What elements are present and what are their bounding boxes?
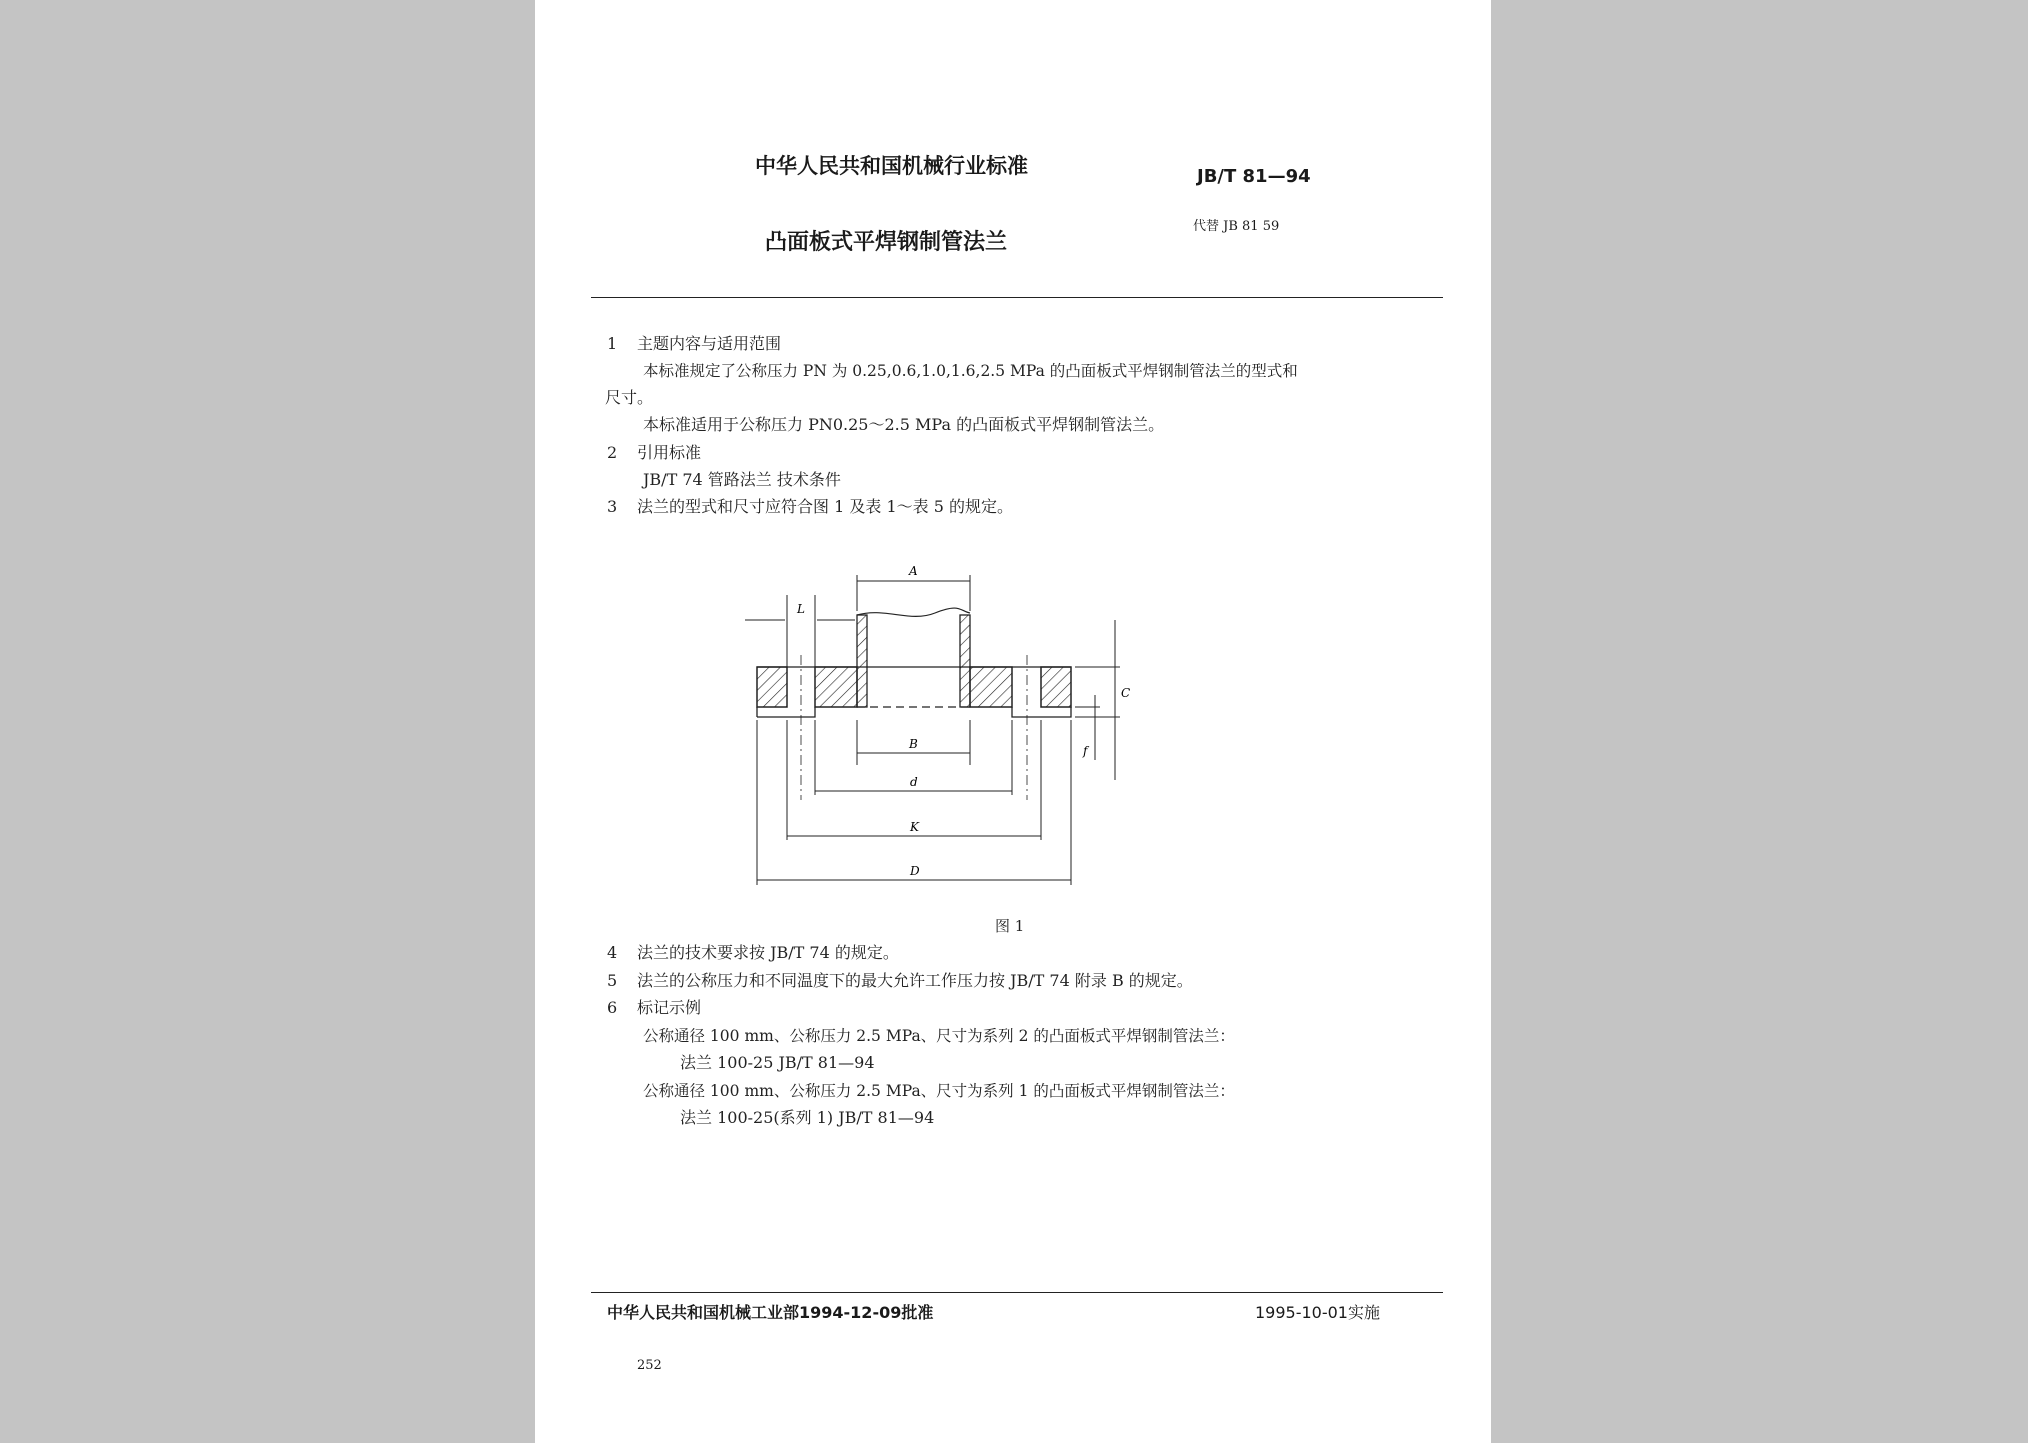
org-title: 中华人民共和国机械行业标准: [755, 154, 1028, 178]
dim-label-L: L: [797, 602, 805, 616]
header-rule: [591, 297, 1443, 298]
dim-label-f: f: [1083, 744, 1088, 758]
section-1-paragraph-1-cont: 尺寸。: [605, 388, 654, 407]
pipe-wall-right: [960, 615, 970, 707]
approval-line: 中华人民共和国机械工业部1994-12-09批准: [607, 1303, 934, 1322]
section-1-number: 1: [607, 334, 618, 353]
pipe-break-line: [857, 608, 970, 616]
section-3-text: 法兰的型式和尺寸应符合图 1 及表 1～表 5 的规定。: [637, 497, 1013, 516]
marking-example-1: 法兰 100-25 JB/T 81—94: [680, 1053, 875, 1072]
dim-label-D: D: [910, 864, 920, 878]
standard-number: JB/T 81—94: [1197, 166, 1311, 187]
dim-label-C: C: [1121, 686, 1131, 700]
flange-section-left-outer: [757, 667, 787, 707]
section-1-title: 主题内容与适用范围: [637, 334, 782, 353]
flange-section-right-inner: [970, 667, 1012, 707]
raised-face-outline: [757, 707, 1071, 717]
section-3-number: 3: [607, 497, 618, 516]
figure-caption: 图 1: [995, 917, 1025, 935]
flange-section-right-outer: [1041, 667, 1071, 707]
marking-example-1-description: 公称通径 100 mm、公称压力 2.5 MPa、尺寸为系列 2 的凸面板式平焊钢制管法兰：: [643, 1027, 1235, 1045]
section-6-title: 标记示例: [637, 998, 702, 1017]
section-6-number: 6: [607, 998, 618, 1017]
flange-drawing: [745, 555, 1320, 900]
dim-label-K: K: [910, 820, 919, 834]
document-page: [535, 0, 1491, 1443]
section-5-text: 法兰的公称压力和不同温度下的最大允许工作压力按 JB/T 74 附录 B 的规定。: [637, 971, 1193, 990]
section-4-text: 法兰的技术要求按 JB/T 74 的规定。: [637, 943, 899, 962]
pipe-wall-left: [857, 615, 867, 707]
section-1-paragraph-2: 本标准适用于公称压力 PN0.25～2.5 MPa 的凸面板式平焊钢制管法兰。: [643, 415, 1165, 434]
dim-label-d: d: [910, 775, 918, 789]
section-2-reference: JB/T 74 管路法兰 技术条件: [643, 470, 841, 489]
section-2-title: 引用标准: [637, 443, 702, 462]
marking-example-2: 法兰 100-25(系列 1) JB/T 81—94: [680, 1108, 935, 1127]
footer-rule: [591, 1292, 1443, 1293]
section-2-number: 2: [607, 443, 618, 462]
dim-label-A: A: [909, 564, 918, 578]
section-1-paragraph-1: 本标准规定了公称压力 PN 为 0.25,0.6,1.0,1.6,2.5 MPa 的凸面板式平焊钢制管法兰的型式和: [643, 362, 1298, 380]
replaces-note: 代替 JB 81 59: [1193, 219, 1280, 234]
page-number: 252: [637, 1358, 662, 1373]
section-4-number: 4: [607, 943, 618, 962]
marking-example-2-description: 公称通径 100 mm、公称压力 2.5 MPa、尺寸为系列 1 的凸面板式平焊钢制管法兰：: [643, 1082, 1235, 1100]
flange-section-left-inner: [815, 667, 857, 707]
dim-label-B: B: [909, 737, 918, 751]
document-title: 凸面板式平焊钢制管法兰: [765, 230, 1008, 255]
effective-date: 1995-10-01实施: [1255, 1303, 1380, 1322]
section-5-number: 5: [607, 971, 618, 990]
